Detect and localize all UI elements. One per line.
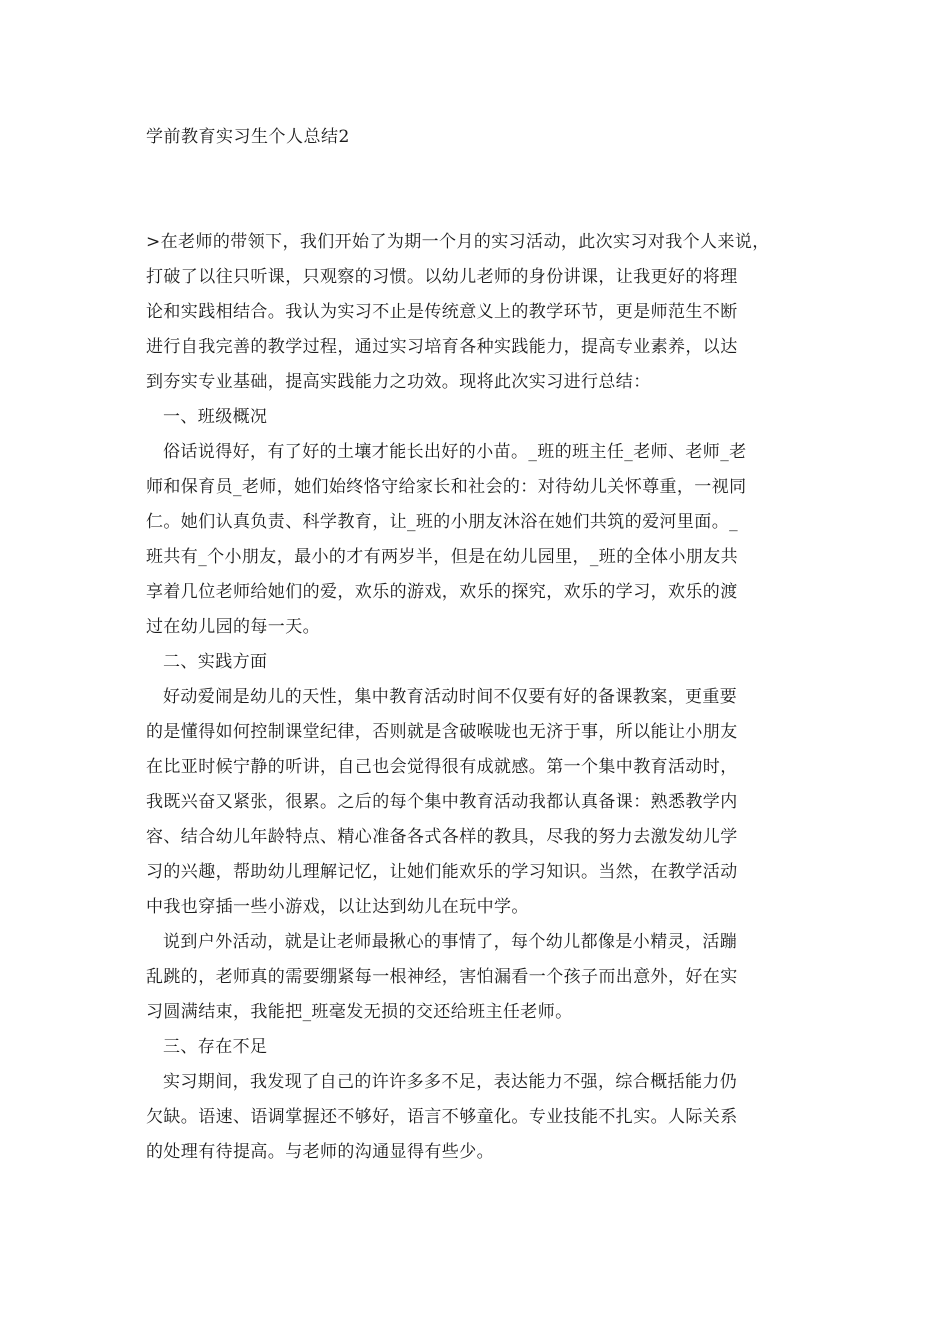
section-heading: 一、班级概况 — [163, 407, 268, 427]
body-line: >在老师的带领下，我们开始了为期一个月的实习活动，此次实习对我个人来说， — [146, 232, 770, 252]
body-line: 好动爱闹是幼儿的天性，集中教育活动时间不仅要有好的备课教案，更重要 — [163, 687, 738, 707]
body-line: 乱跳的，老师真的需要绷紧每一根神经，害怕漏看一个孩子而出意外，好在实 — [146, 967, 738, 987]
document-body — [146, 225, 816, 1170]
body-line: 师和保育员_老师，她们始终恪守给家长和社会的：对待幼儿关怀尊重，一视同 — [146, 477, 747, 497]
body-line: 实习期间，我发现了自己的许许多多不足，表达能力不强，综合概括能力仍 — [163, 1072, 738, 1092]
body-line: 我既兴奋又紧张，很累。之后的每个集中教育活动我都认真备课：熟悉教学内 — [146, 792, 738, 812]
body-line: 说到户外活动，就是让老师最揪心的事情了，每个幼儿都像是小精灵，活蹦 — [163, 932, 738, 952]
section-heading: 二、实践方面 — [163, 652, 268, 672]
body-line: 习的兴趣，帮助幼儿理解记忆，让她们能欢乐的学习知识。当然，在教学活动 — [146, 862, 738, 882]
body-line: 欠缺。语速、语调掌握还不够好，语言不够童化。专业技能不扎实。人际关系 — [146, 1107, 738, 1127]
body-line: 的处理有待提高。与老师的沟通显得有些少。 — [146, 1142, 494, 1162]
body-line: 到夯实专业基础，提高实践能力之功效。现将此次实习进行总结： — [146, 372, 651, 392]
section-heading: 三、存在不足 — [163, 1037, 268, 1057]
body-line: 仁。她们认真负责、科学教育，让_班的小朋友沐浴在她们共筑的爱河里面。_ — [146, 512, 738, 532]
body-line: 班共有_个小朋友，最小的才有两岁半，但是在幼儿园里，_班的全体小朋友共 — [146, 547, 738, 567]
document-title: 学前教育实习生个人总结2 — [146, 127, 350, 147]
body-line: 容、结合幼儿年龄特点、精心准备各式各样的教具，尽我的努力去激发幼儿学 — [146, 827, 738, 847]
body-line: 的是懂得如何控制课堂纪律，否则就是含破喉咙也无济于事，所以能让小朋友 — [146, 722, 738, 742]
body-line: 过在幼儿园的每一天。 — [146, 617, 320, 637]
body-line: 论和实践相结合。我认为实习不止是传统意义上的教学环节，更是师范生不断 — [146, 302, 738, 322]
body-line: 俗话说得好，有了好的土壤才能长出好的小苗。_班的班主任_老师、老师_老 — [163, 442, 747, 462]
body-line: 进行自我完善的教学过程，通过实习培育各种实践能力，提高专业素养，以达 — [146, 337, 738, 357]
body-line: 习圆满结束，我能把_班毫发无损的交还给班主任老师。 — [146, 1002, 573, 1022]
body-line: 中我也穿插一些小游戏，以让达到幼儿在玩中学。 — [146, 897, 529, 917]
body-line: 享着几位老师给她们的爱，欢乐的游戏，欢乐的探究，欢乐的学习，欢乐的渡 — [146, 582, 738, 602]
body-line: 打破了以往只听课，只观察的习惯。以幼儿老师的身份讲课，让我更好的将理 — [146, 267, 738, 287]
body-line: 在比亚时候宁静的听讲，自己也会觉得很有成就感。第一个集中教育活动时， — [146, 757, 738, 777]
